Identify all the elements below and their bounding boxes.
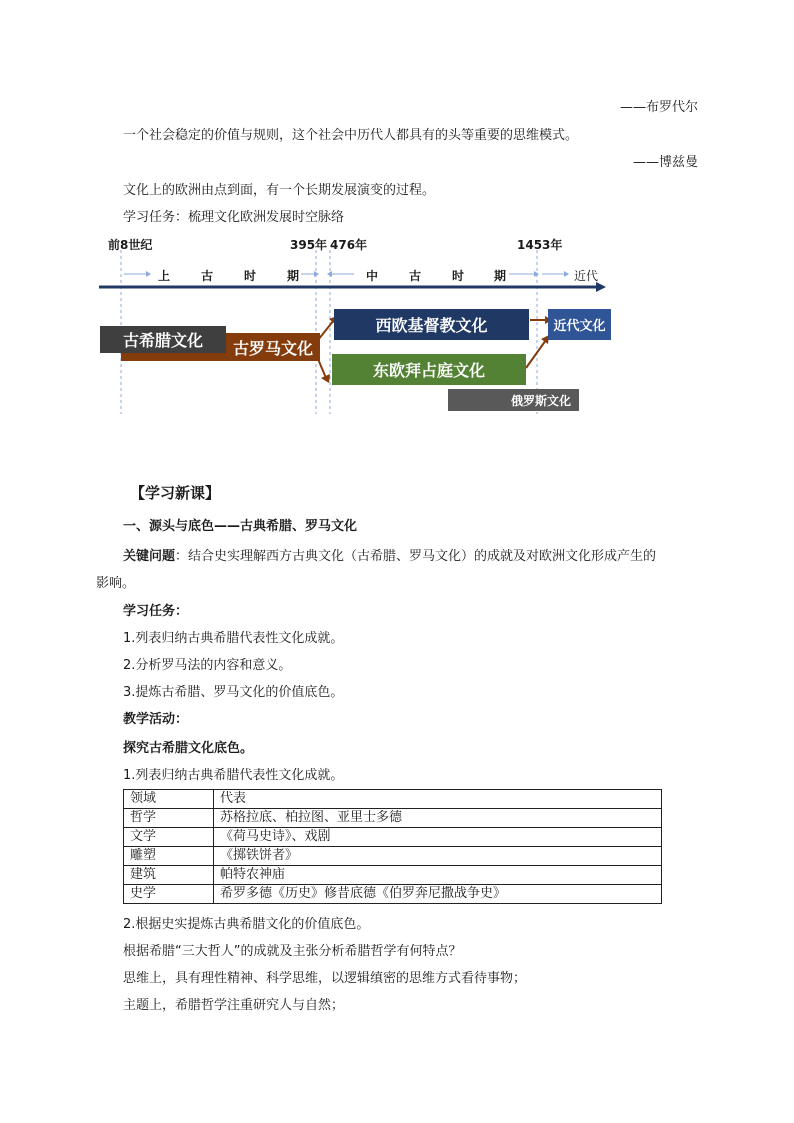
quote-text-bozeman: 一个社会稳定的价值与规则，这个社会中历代人都具有的头等重要的思维模式。: [123, 128, 579, 143]
task-item-2: 2.分析罗马法的内容和意义。: [123, 658, 292, 673]
key-question-text-continued: 影响。: [96, 576, 136, 591]
quote-attribution-braudel: ——布罗代尔: [619, 100, 698, 115]
date-label-476: 476年: [330, 238, 368, 252]
table-cell-domain: 史学: [124, 885, 214, 904]
table-cell-representative: 《掷铁饼者》: [214, 847, 662, 866]
table-cell-representative: 帕特农神庙: [214, 866, 662, 885]
arrow-roman-to-eastern: [318, 359, 326, 378]
date-label-8th-century: 前8世纪: [108, 238, 153, 252]
table-row: [124, 828, 662, 847]
question-philosophers: 根据希腊“三大哲人”的成就及主张分析希腊哲学有何特点？: [123, 944, 462, 959]
box-russian-culture: 俄罗斯文化: [448, 389, 579, 411]
table-header-cell: 代表: [214, 790, 662, 809]
explore-heading: 探究古希腊文化底色。: [123, 741, 254, 756]
question-2: 2.根据史实提炼古典希腊文化的价值底色。: [123, 917, 370, 932]
key-question-text: ：结合史实理解西方古典文化（古希腊、罗马文化）的成就及对欧洲文化形成产生的: [175, 549, 657, 564]
table-cell-representative: 苏格拉底、柏拉图、亚里士多德: [214, 809, 662, 828]
table-header-row: [124, 790, 662, 809]
era-medieval-char-1: 中: [366, 269, 379, 283]
table-cell-representative: 希罗多德《历史》修昔底德《伯罗奔尼撒战争史》: [214, 885, 662, 904]
task-item-1: 1.列表归纳古典希腊代表性文化成就。: [123, 631, 344, 646]
table-cell-domain: 雕塑: [124, 847, 214, 866]
arrow-roman-to-western: [318, 320, 334, 340]
key-question: [123, 545, 656, 564]
date-label-395: 395年: [290, 238, 328, 252]
table-row: [124, 866, 662, 885]
table-row: [124, 809, 662, 828]
bar-roman-extension: [121, 353, 226, 361]
table-cell-representative: 《荷马史诗》、戏剧: [214, 828, 662, 847]
section-title: 一、源头与底色——古典希腊、罗马文化: [123, 519, 358, 534]
box-roman-culture: 古罗马文化: [226, 333, 320, 361]
table-row: [124, 885, 662, 904]
box-eastern-byzantine-culture: 东欧拜占庭文化: [332, 354, 526, 385]
achievements-table: [123, 789, 662, 904]
activity-label: 教学活动：: [123, 712, 189, 727]
arrow-eastern-to-modern: [526, 340, 546, 368]
quote-attribution-bozeman: ——博兹曼: [632, 155, 698, 170]
era-medieval-char-3: 时: [452, 269, 465, 283]
intro-paragraph: 文化上的欧洲由点到面，有一个长期发展演变的过程。: [123, 183, 436, 198]
table-cell-domain: 文学: [124, 828, 214, 847]
table-intro: 1.列表归纳古典希腊代表性文化成就。: [123, 768, 344, 783]
timeline-diagram: [96, 232, 616, 417]
era-ancient-char-2: 古: [201, 269, 214, 283]
table-row: [124, 847, 662, 866]
era-medieval-char-2: 古: [409, 269, 422, 283]
table-header-cell: 领域: [124, 790, 214, 809]
box-modern-culture: 近代文化: [548, 309, 611, 340]
task-item-3: 3.提炼古希腊、罗马文化的价值底色。: [123, 685, 344, 700]
era-medieval-char-4: 期: [494, 269, 507, 283]
era-ancient-char-3: 时: [244, 269, 257, 283]
box-western-christian-culture: 西欧基督教文化: [334, 309, 529, 340]
table-cell-domain: 建筑: [124, 866, 214, 885]
key-question-label: 关键问题: [123, 549, 176, 564]
table-cell-domain: 哲学: [124, 809, 214, 828]
intro-task: 学习任务：梳理文化欧洲发展时空脉络: [123, 210, 345, 225]
date-label-1453: 1453年: [517, 238, 563, 252]
box-greek-culture: 古希腊文化: [100, 326, 226, 353]
tasks-label: 学习任务：: [123, 604, 189, 619]
era-ancient-char-1: 上: [158, 269, 171, 283]
section-heading: 【学习新课】: [130, 484, 221, 502]
era-ancient-char-4: 期: [287, 269, 300, 283]
era-modern: 近代: [574, 269, 599, 283]
answer-theme: 主题上，希腊哲学注重研究人与自然；: [123, 998, 345, 1013]
answer-thinking: 思维上，具有理性精神、科学思维，以逻辑缜密的思维方式看待事物；: [123, 971, 527, 986]
